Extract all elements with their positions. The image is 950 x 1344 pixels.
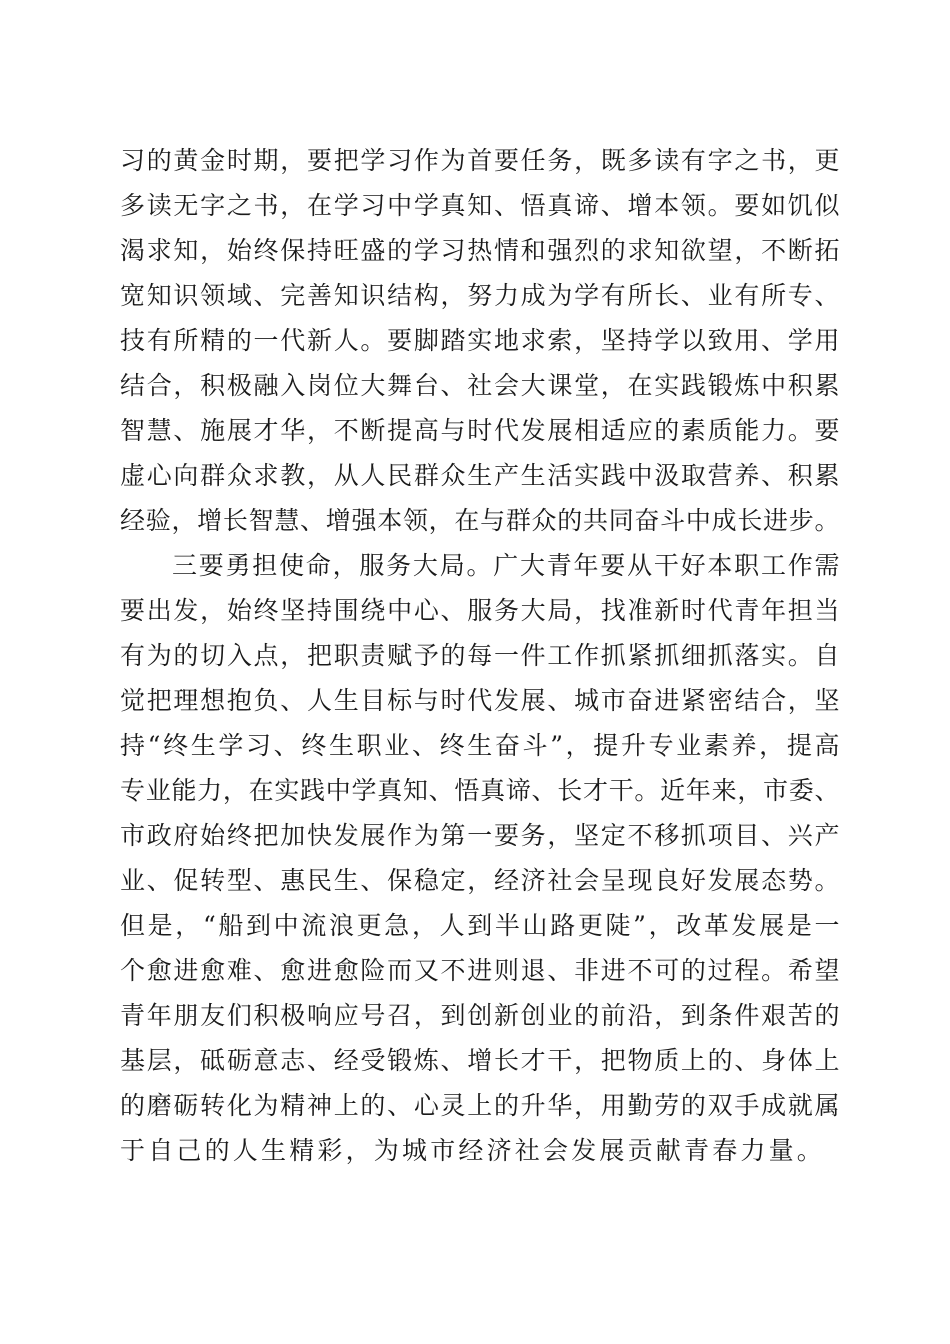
text-line: 的磨砺转化为精神上的、心灵上的升华，用勤劳的双手成就属 (120, 1091, 840, 1120)
text-line: 智慧、施展才华，不断提高与时代发展相适应的素质能力。要 (120, 416, 840, 445)
text-line: 市政府始终把加快发展作为第一要务，坚定不移抓项目、兴产 (120, 821, 840, 850)
text-line: 基层，砥砺意志、经受锻炼、增长才干，把物质上的、身体上 (120, 1046, 840, 1075)
text-line: 渴求知，始终保持旺盛的学习热情和强烈的求知欲望，不断拓 (120, 236, 840, 265)
text-line: 宽知识领域、完善知识结构，努力成为学有所长、业有所专、 (120, 281, 840, 310)
text-line: 但是，“船到中流浪更急，人到半山路更陡”，改革发展是一 (120, 911, 840, 940)
text-line: 习的黄金时期，要把学习作为首要任务，既多读有字之书，更 (120, 146, 840, 175)
text-line: 要出发，始终坚持围绕中心、服务大局，找准新时代青年担当 (120, 596, 840, 625)
text-line: 业、促转型、惠民生、保稳定，经济社会呈现良好发展态势。 (120, 866, 840, 895)
text-line: 青年朋友们积极响应号召，到创新创业的前沿，到条件艰苦的 (120, 1001, 840, 1030)
text-line: 持“终生学习、终生职业、终生奋斗”，提升专业素养，提高 (120, 731, 840, 760)
text-line: 觉把理想抱负、人生目标与时代发展、城市奋进紧密结合，坚 (120, 686, 840, 715)
text-line: 经验，增长智慧、增强本领，在与群众的共同奋斗中成长进步。 (120, 506, 840, 535)
text-line: 个愈进愈难、愈进愈险而又不进则退、非进不可的过程。希望 (120, 956, 840, 985)
paragraph-start-line: 三要勇担使命，服务大局。广大青年要从干好本职工作需 (172, 551, 840, 580)
paragraph-end-line: 于自己的人生精彩，为城市经济社会发展贡献青春力量。 (120, 1136, 826, 1165)
text-line: 专业能力，在实践中学真知、悟真谛、长才干。近年来，市委、 (120, 776, 840, 805)
text-line: 多读无字之书，在学习中学真知、悟真谛、增本领。要如饥似 (120, 191, 840, 220)
text-line: 有为的切入点，把职责赋予的每一件工作抓紧抓细抓落实。自 (120, 641, 840, 670)
text-line: 结合，积极融入岗位大舞台、社会大课堂，在实践锻炼中积累 (120, 371, 840, 400)
text-line: 虚心向群众求教，从人民群众生产生活实践中汲取营养、积累 (120, 461, 840, 490)
text-line: 技有所精的一代新人。要脚踏实地求索，坚持学以致用、学用 (120, 326, 840, 355)
